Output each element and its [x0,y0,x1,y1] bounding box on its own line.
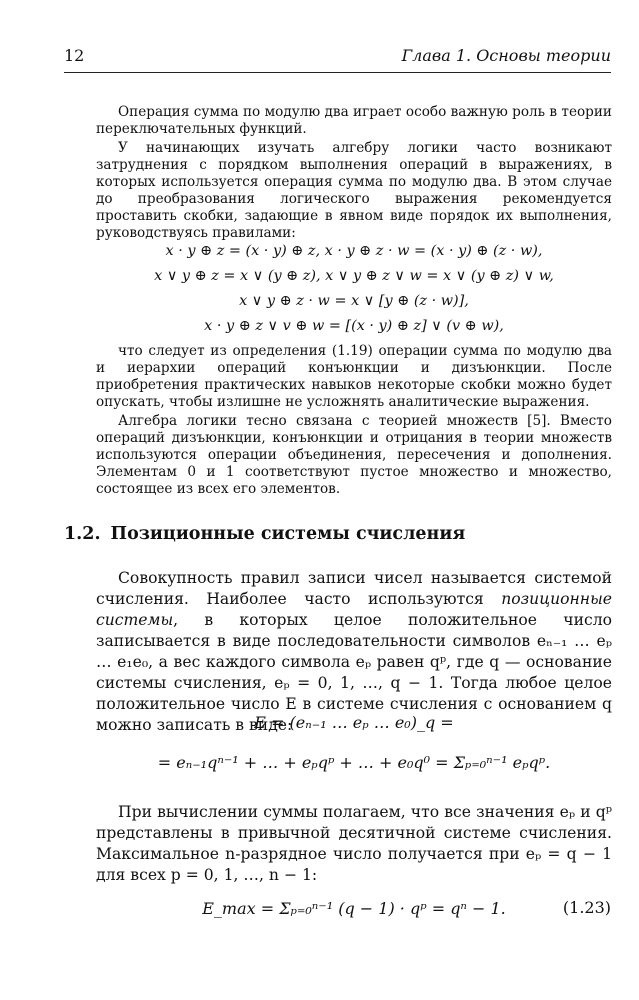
section-paragraph-1 [96,568,612,736]
section-title: Позиционные системы счисления [110,524,466,544]
text-run: , в которых целое положительное число записывается в виде последовательности символов eₙ₋₁ … eₚ … e₁e₀, а вес каждого символа eₚ равен qᵖ, где q — основание системы счисления, eₚ = 0, 1, …, q − 1. Тогда любое целое положительное число E в системе счисления с основанием q можно записать в виде: [96,611,612,734]
header-rule [64,72,611,73]
section-paragraph-2: При вычислении суммы полагаем, что все значения eₚ и qᵖ представлены в привычной десятичной системе счисления. Максимальное n-разрядное число получается при eₚ = q − 1 для всех p = 0, 1, …, n − 1: [96,803,612,884]
paragraph-2: У начинающих изучать алгебру логики часто возникают затруднения с порядком выполнения операций в выражениях, в которых используется операция сумма по модулю два. В этом случае до преобразования логического выражения рекомендуется проставить скобки, задающие в явном виде порядок их выполнения, руководствуясь правилами: [96,140,612,241]
paragraph-1: Операция сумма по модулю два играет особо важную роль в теории переключательных функций. [96,104,612,137]
page-number: 12 [64,46,85,65]
formula-E-line-2: = eₙ₋₁qⁿ⁻¹ + … + eₚqᵖ + … + e₀q⁰ = Σₚ₌₀ⁿ⁻¹ eₚqᵖ. [157,753,551,772]
paragraph-3: что следует из определения (1.19) операции сумма по модулю два и иерархии операций конъюнкции и дизъюнкции. После приобретения практических навыков некоторые скобки можно будет опускать, чтобы излишне не усложнять аналитические выражения. [96,343,612,410]
formula-E-line-1: E = (eₙ₋₁ … eₚ … e₀)_q = [254,713,454,732]
rule-line-3: x ∨ y ⊕ z · w = x ∨ [y ⊕ (z · w)], [239,293,469,309]
running-title: Глава 1. Основы теории [401,46,611,65]
rule-line-1: x · y ⊕ z = (x · y) ⊕ z, x · y ⊕ z · w = (x · y) ⊕ (z · w), [165,243,543,259]
section-number: 1.2. [64,524,101,544]
paragraph-4: Алгебра логики тесно связана с теорией множеств [5]. Вместо операций дизъюнкции, конъюнкции и отрицания в теории множеств используются операции объединения, пересечения и дополнения. Элементам 0 и 1 соответствуют пустое множество и множество, состоящее из всех его элементов. [96,413,612,497]
section-heading [64,524,465,544]
text-run: Совокупность правил записи чисел называется системой счисления. Наиболее часто используются [96,569,612,608]
formula-Emax: E_max = Σₚ₌₀ⁿ⁻¹ (q − 1) · qᵖ = qⁿ − 1. [202,899,506,918]
term-positional-systems: позиционные системы [96,590,612,629]
rule-line-4: x · y ⊕ z ∨ v ⊕ w = [(x · y) ⊕ z] ∨ (v ⊕ w), [204,318,504,334]
page-header [64,46,611,70]
equation-number: (1.23) [562,898,611,917]
rule-line-2: x ∨ y ⊕ z = x ∨ (y ⊕ z), x ∨ y ⊕ z ∨ w = x ∨ (y ⊕ z) ∨ w, [154,268,554,284]
